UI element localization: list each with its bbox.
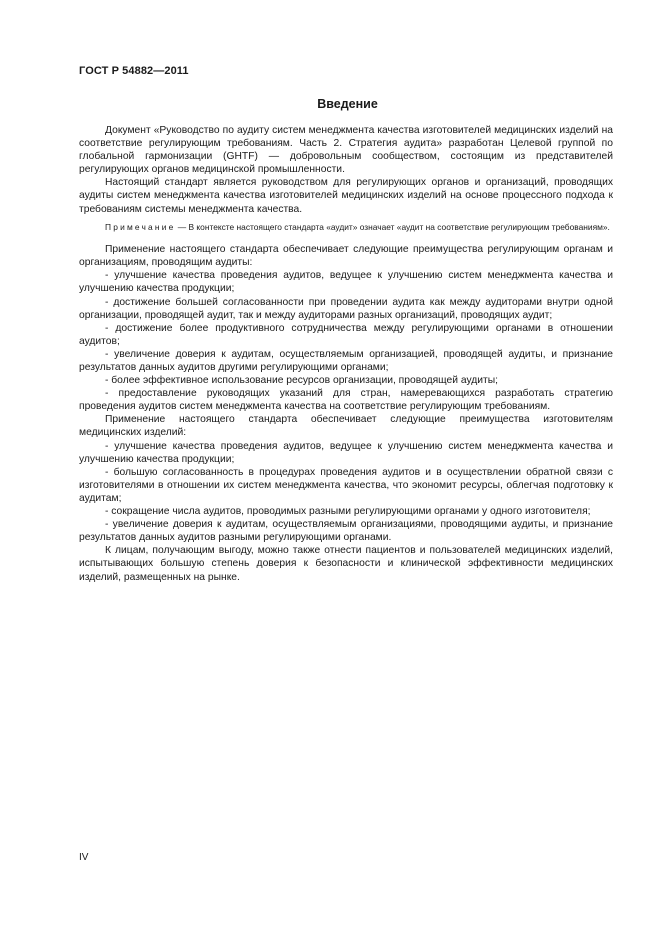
section-title: Введение xyxy=(317,97,378,111)
paragraph: Документ «Руководство по аудиту систем менеджмента качества изготовителей медицинских изделий на соответствие регулирующим требованиям. Часть 2. Стратегия аудита» разработан Целевой группой по глобальной гармонизации (GHTF) — добровольным сообществом, состоящим из представителей регулирующих органов медицинской промышленности. xyxy=(79,125,613,176)
list-item: - предоставление руководящих указаний для стран, намеревающихся разработать стратегию проведения аудитов систем менеджмента качества на соответствие регулирующим требованиям. xyxy=(79,388,613,413)
paragraph: Применение настоящего стандарта обеспечивает следующие преимущества регулирующим органам и организациям, проводящим аудиты: xyxy=(79,244,613,269)
list-item: - улучшение качества проведения аудитов, ведущее к улучшению систем менеджмента качества и улучшению качества продукции; xyxy=(79,440,613,465)
list-item: - более эффективное использование ресурсов организации, проводящей аудиты; xyxy=(105,375,499,387)
note xyxy=(79,222,613,234)
paragraph: Применение настоящего стандарта обеспечивает следующие преимущества изготовителям медицинских изделий: xyxy=(79,414,613,439)
list-item: - увеличение доверия к аудитам, осуществляемым организацией, проводящей аудиты, и признание результатов данных аудитов другими регулирующими органами; xyxy=(79,348,613,373)
list-item: - большую согласованность в процедурах проведения аудитов и в осуществлении обратной связи с изготовителями в отношении их систем менеджмента качества, что экономит ресурсы, облегчая подготовку к аудитам; xyxy=(79,466,613,504)
paragraph: К лицам, получающим выгоду, можно также отнести пациентов и пользователей медицинских изделий, испытывающих большую степень доверия к безопасности и клинической эффективности медицинских изделий, размещенных на рынке. xyxy=(79,545,613,583)
paragraph: Настоящий стандарт является руководством для регулирующих органов и организаций, проводящих аудиты систем менеджмента качества изготовителей медицинских изделий на основе процессного подхода к требованиям системы менеджмента качества. xyxy=(79,177,613,215)
document-body xyxy=(79,124,613,584)
list-item: - улучшение качества проведения аудитов, ведущее к улучшению систем менеджмента качества и улучшению качества продукции; xyxy=(79,270,613,295)
list-item: - сокращение числа аудитов, проводимых разными регулирующими органами у одного изготовителя; xyxy=(105,506,591,518)
list-item: - увеличение доверия к аудитам, осуществляемым организациями, проводящими аудиты, и признание результатов данных аудитов разными регулирующими органами. xyxy=(79,519,613,544)
note-label: Примечание xyxy=(105,221,176,232)
note-text: — В контексте настоящего стандарта «аудит» означает «аудит на соответствие регулирующим требованиям». xyxy=(175,221,610,232)
document-id: ГОСТ Р 54882—2011 xyxy=(79,65,189,77)
page-number: IV xyxy=(79,852,89,863)
list-item: - достижение большей согласованности при проведении аудита как между аудиторами внутри одной организации, проводящей аудит, так и между аудиторами разных организаций, проводящих аудит; xyxy=(79,296,613,321)
list-item: - достижение более продуктивного сотрудничества между регулирующими органами в отношении аудитов; xyxy=(79,322,613,347)
